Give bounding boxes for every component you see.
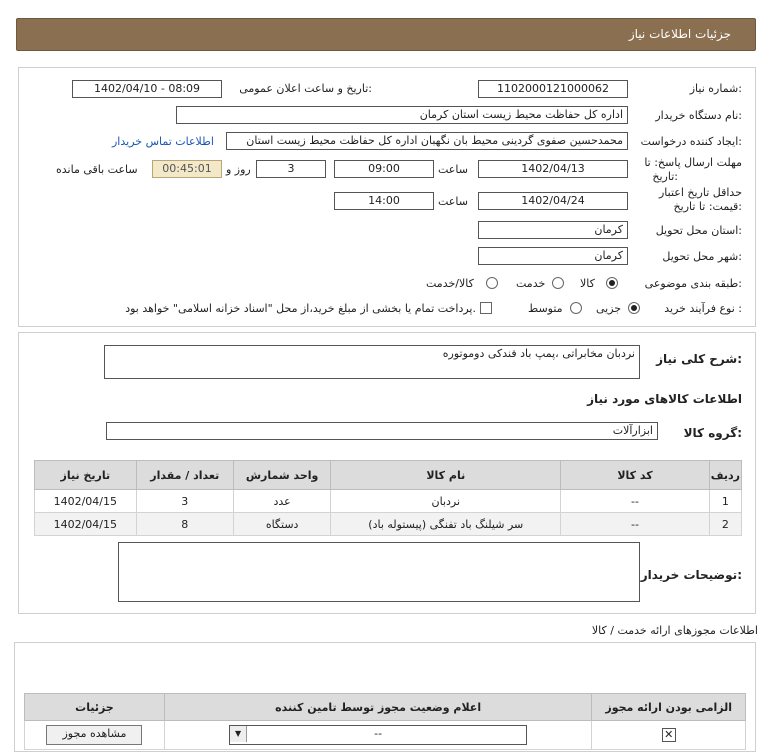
view-permit-button[interactable]: مشاهده مجوز — [46, 725, 142, 745]
cell-qty: 8 — [136, 513, 233, 536]
col-required: الزامی بودن ارائه مجوز — [592, 694, 746, 721]
purchase-option-minor: جزیی — [596, 302, 622, 315]
purchase-option-medium: متوسط — [528, 302, 563, 315]
page-header — [16, 18, 756, 51]
province-field: کرمان — [478, 221, 628, 239]
goods-group-field: ابزارآلات — [106, 422, 658, 440]
city-label: شهر محل تحویل: — [662, 250, 742, 263]
col-name: نام کالا — [331, 461, 561, 490]
cell-code: -- — [561, 513, 710, 536]
cell-unit: عدد — [233, 490, 330, 513]
announce-date-label: تاریخ و ساعت اعلان عمومی: — [239, 82, 372, 95]
deadline-label-date: تاریخ: — [652, 170, 678, 183]
cell-row: 2 — [709, 513, 741, 536]
announce-date-field: 1402/04/10 - 08:09 — [72, 80, 222, 98]
purchase-radio-medium[interactable] — [570, 302, 582, 314]
deadline-time-field: 09:00 — [334, 160, 434, 178]
cell-date: 1402/04/15 — [35, 490, 137, 513]
category-radio-both[interactable] — [486, 277, 498, 289]
cell-row: 1 — [709, 490, 741, 513]
need-number-field: 1102000121000062 — [478, 80, 628, 98]
buyer-contact-link[interactable]: اطلاعات تماس خریدار — [112, 135, 214, 148]
need-number-label: شماره نیاز: — [689, 82, 742, 95]
cell-unit: دستگاه — [233, 513, 330, 536]
permit-status-value: -- — [374, 727, 383, 740]
col-qty: تعداد / مقدار — [136, 461, 233, 490]
deadline-time-label: ساعت — [438, 163, 468, 176]
goods-table — [34, 460, 742, 536]
goods-section-title: اطلاعات کالاهای مورد نیاز — [587, 392, 742, 406]
buyer-org-label: نام دستگاه خریدار: — [655, 109, 742, 122]
cell-details — [25, 721, 165, 750]
creator-label: ایجاد کننده درخواست: — [640, 135, 742, 148]
table-row — [35, 490, 742, 513]
table-row — [35, 513, 742, 536]
permits-table-header — [25, 694, 746, 721]
purchase-type-label: نوع فرآیند خرید : — [664, 302, 742, 315]
days-remaining-field: 3 — [256, 160, 326, 178]
category-option-goods: کالا — [580, 277, 595, 290]
buyer-org-field: اداره کل حفاظت محیط زیست استان کرمان — [176, 106, 628, 124]
col-row: ردیف — [709, 461, 741, 490]
province-label: استان محل تحویل: — [655, 224, 742, 237]
cell-name: سر شیلنگ باد تفنگی (پیستوله باد) — [331, 513, 561, 536]
cell-date: 1402/04/15 — [35, 513, 137, 536]
col-details: جزئیات — [25, 694, 165, 721]
table-row — [25, 721, 746, 750]
city-field: کرمان — [478, 247, 628, 265]
permit-status-select[interactable] — [229, 725, 527, 745]
remaining-label: ساعت باقی مانده — [56, 163, 138, 176]
cell-required — [592, 721, 746, 750]
buyer-notes-field — [118, 542, 640, 602]
cell-status — [164, 721, 592, 750]
summary-field: نردبان مخابراتی ،پمپ باد فندکی دوموتوره — [104, 345, 640, 379]
treasury-bond-note: پرداخت تمام یا بخشی از مبلغ خرید،از محل "اسناد خزانه اسلامی" خواهد بود. — [125, 302, 476, 315]
page-title: جزئیات اطلاعات نیاز — [628, 27, 731, 41]
goods-group-label: گروه کالا: — [683, 426, 742, 440]
cell-qty: 3 — [136, 490, 233, 513]
cell-name: نردبان — [331, 490, 561, 513]
validity-date-field: 1402/04/24 — [478, 192, 628, 210]
permits-table — [24, 693, 746, 750]
treasury-bond-checkbox[interactable] — [480, 302, 492, 314]
category-option-service: خدمت — [516, 277, 546, 290]
col-code: کد کالا — [561, 461, 710, 490]
category-radio-service[interactable] — [552, 277, 564, 289]
col-status: اعلام وضعیت مجوز توسط تامین کننده — [164, 694, 592, 721]
deadline-date-field: 1402/04/13 — [478, 160, 628, 178]
validity-time-label: ساعت — [438, 195, 468, 208]
category-label: طبقه بندی موضوعی: — [644, 277, 742, 290]
permits-breadcrumb: اطلاعات مجوزهای ارائه خدمت / کالا — [591, 624, 758, 637]
col-date: تاریخ نیاز — [35, 461, 137, 490]
cell-code: -- — [561, 490, 710, 513]
validity-label: حداقل تاریخ اعتبار — [658, 186, 742, 199]
validity-label-date: قیمت: تا تاریخ: — [673, 200, 742, 213]
col-unit: واحد شمارش — [233, 461, 330, 490]
countdown-timer: 00:45:01 — [152, 160, 222, 178]
purchase-radio-minor[interactable] — [628, 302, 640, 314]
category-radio-goods[interactable] — [606, 277, 618, 289]
required-checkbox: ✕ — [662, 728, 676, 742]
deadline-label: مهلت ارسال پاسخ: تا — [644, 156, 742, 169]
category-option-both: کالا/خدمت — [426, 277, 474, 290]
summary-label: شرح کلی نیاز: — [656, 352, 742, 366]
creator-field: محمدحسین صفوی گردینی محیط بان نگهبان اداره کل حفاظت محیط زیست استان — [226, 132, 628, 150]
validity-time-field: 14:00 — [334, 192, 434, 210]
buyer-notes-label: توضیحات خریدار: — [640, 568, 742, 582]
days-label: روز و — [226, 163, 251, 176]
goods-table-header — [35, 461, 742, 490]
chevron-down-icon: ▼ — [230, 726, 247, 742]
